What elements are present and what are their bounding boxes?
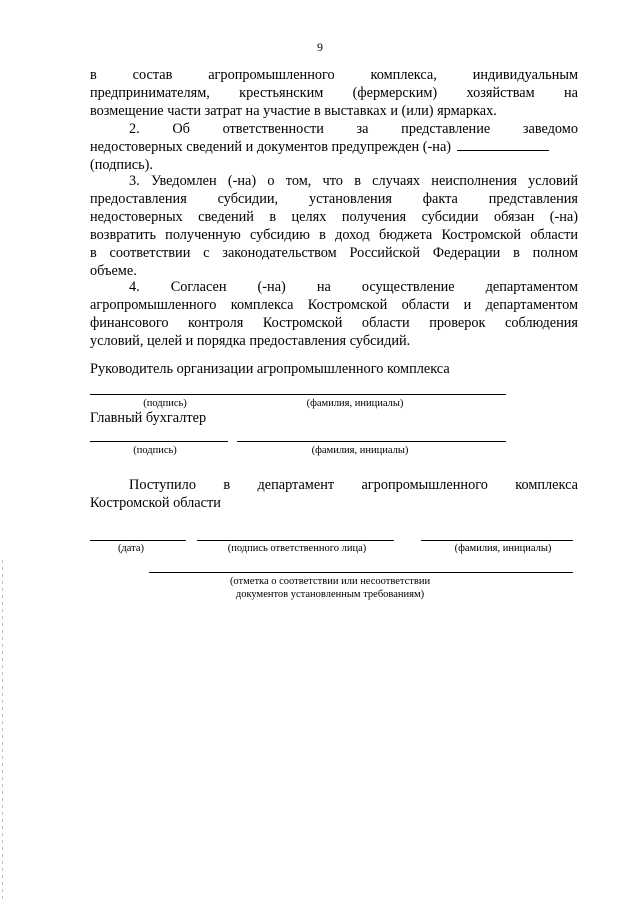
paragraph-1-line: предпринимателям, крестьянским (фермерским) хозяйствам на — [90, 85, 578, 101]
compliance-note-caption-1: (отметка о соответствии или несоответствии — [229, 576, 431, 587]
paragraph-3-line: недостоверных сведений в целях получения субсидии обязан (-на) — [90, 209, 578, 225]
paragraph-3-line: возвратить полученную субсидию в доход бюджета Костромской области — [90, 227, 578, 243]
paragraph-2 — [90, 120, 578, 174]
paragraph-3-line: 3. Уведомлен (-на) о том, что в случаях неисполнения условий — [129, 173, 578, 189]
accountant-signature-line — [90, 441, 228, 442]
page-number: 9 — [317, 40, 323, 54]
accountant-title: Главный бухгалтер — [90, 410, 207, 426]
accountant-name-caption: (фамилия, инициалы) — [311, 445, 409, 456]
paragraph-3-line: объеме. — [90, 263, 137, 279]
date-line — [90, 540, 186, 541]
paragraph-1 — [90, 66, 578, 120]
signature-blank — [457, 139, 549, 151]
accountant-signature-caption: (подпись) — [133, 445, 177, 456]
paragraph-3 — [90, 172, 578, 280]
paragraph-4 — [90, 278, 578, 350]
paragraph-2-line: 2. Об ответственности за представление заведомо — [129, 121, 578, 137]
paragraph-1-line: в состав агропромышленного комплекса, индивидуальным — [90, 67, 578, 83]
head-signature-caption: (подпись) — [143, 398, 187, 409]
received-line: Костромской области — [90, 495, 221, 511]
received-paragraph — [90, 476, 578, 512]
date-caption: (дата) — [117, 543, 145, 554]
scan-edge-mark — [2, 560, 3, 900]
responsible-signature-line — [197, 540, 394, 541]
received-line: Поступило в департамент агропромышленного комплекса — [129, 477, 578, 493]
head-name-caption: (фамилия, инициалы) — [306, 398, 404, 409]
paragraph-1-line: возмещение части затрат на участие в выставках и (или) ярмарках. — [90, 103, 497, 119]
accountant-name-line — [237, 441, 506, 442]
compliance-note-line — [149, 572, 573, 573]
paragraph-2-line: (подпись). — [90, 157, 153, 173]
paragraph-4-line: финансового контроля Костромской области проверок соблюдения — [90, 315, 578, 331]
paragraph-4-line: 4. Согласен (-на) на осуществление департаментом — [129, 279, 578, 295]
responsible-name-caption: (фамилия, инициалы) — [454, 543, 552, 554]
paragraph-4-line: агропромышленного комплекса Костромской области и департаментом — [90, 297, 578, 313]
responsible-name-line — [421, 540, 573, 541]
paragraph-3-line: предоставления субсидии, установления факта представления — [90, 191, 578, 207]
head-signature-line — [90, 394, 506, 395]
responsible-signature-caption: (подпись ответственного лица) — [227, 543, 367, 554]
compliance-note-caption-2: документов установленным требованиям) — [235, 589, 425, 600]
paragraph-3-line: в соответствии с законодательством Российской Федерации в полном — [90, 245, 578, 261]
paragraph-2-line: недостоверных сведений и документов предупрежден (-на) — [90, 138, 578, 156]
head-title: Руководитель организации агропромышленного комплекса — [90, 361, 450, 377]
paragraph-4-line: условий, целей и порядка предоставления субсидий. — [90, 333, 411, 349]
